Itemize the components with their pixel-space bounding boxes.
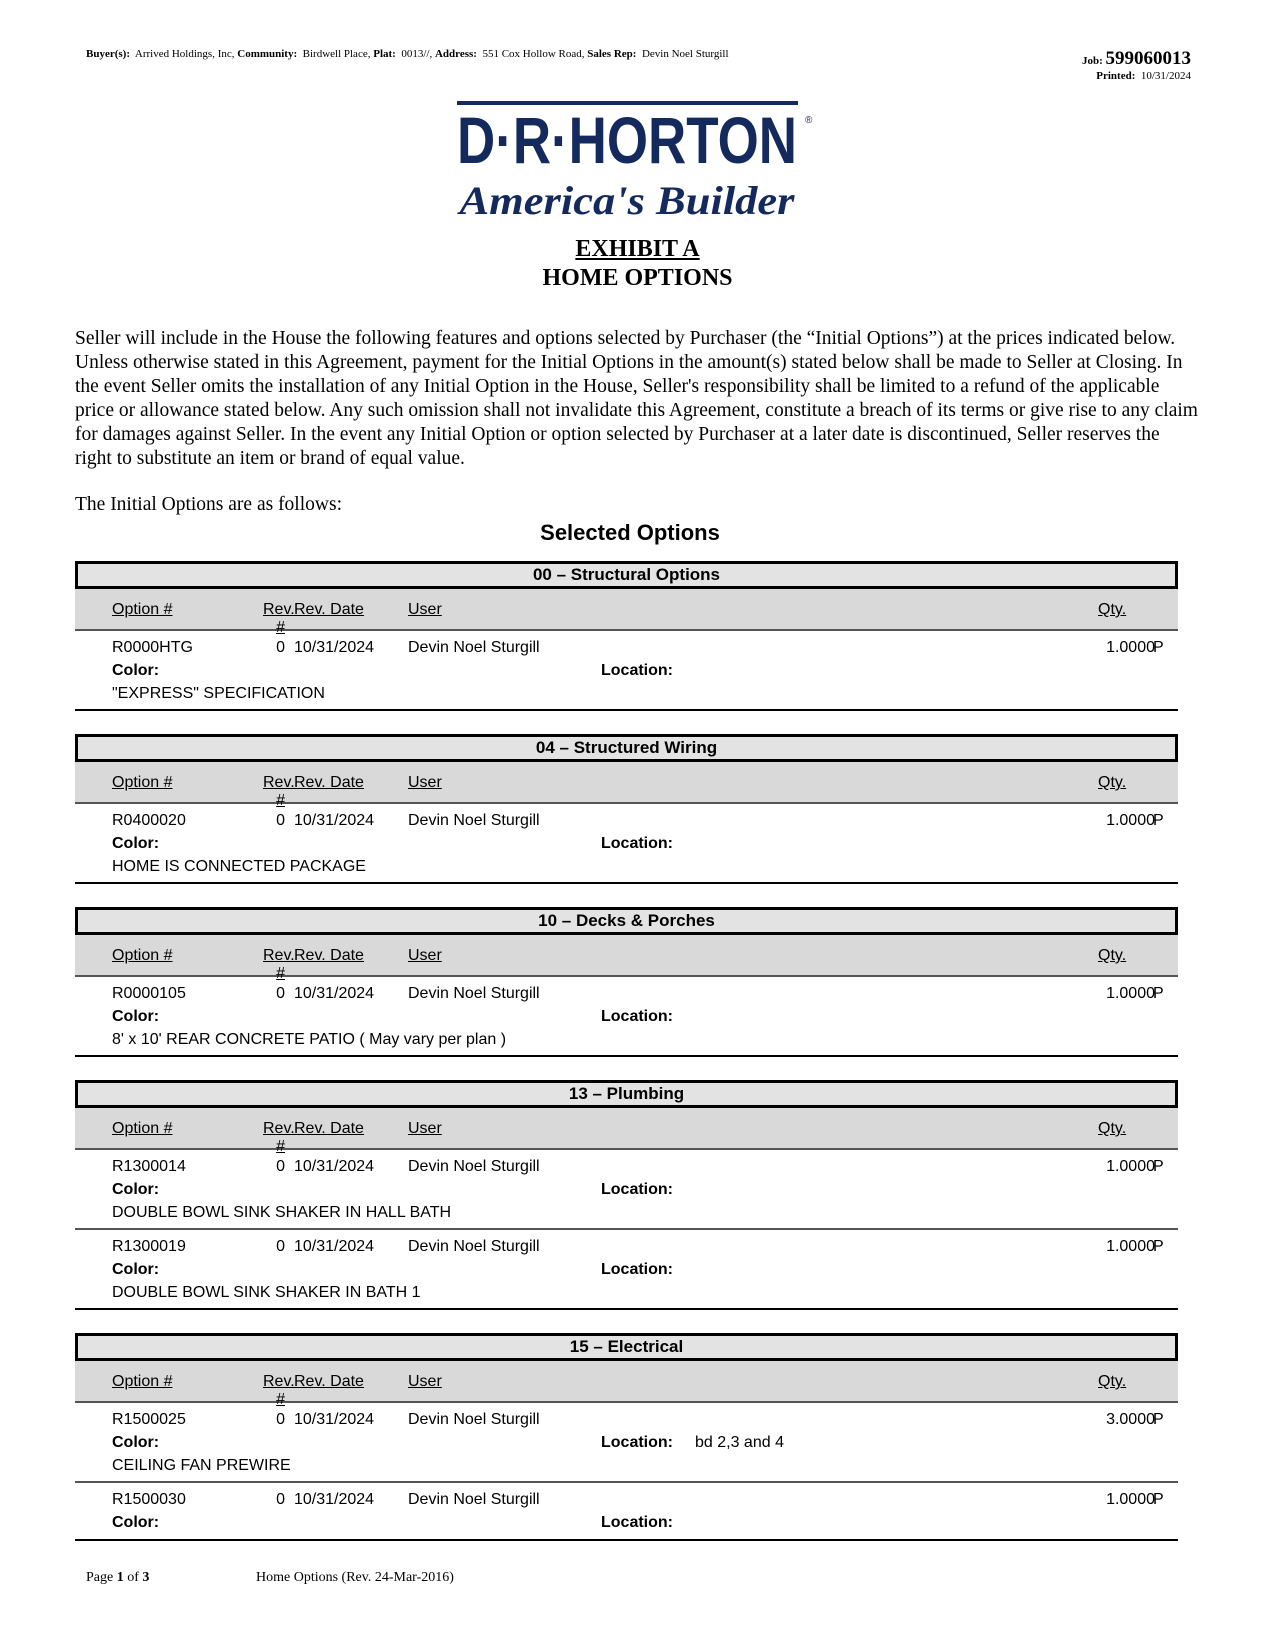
- color-label: Color:: [112, 1434, 160, 1451]
- column-header-rev: Rev. #: [263, 774, 295, 809]
- option-user: Devin Noel Sturgill: [408, 1238, 540, 1255]
- column-header-rev-date: Rev. Date: [294, 1373, 364, 1390]
- registered-mark-icon: ®: [805, 115, 813, 126]
- buyer-value: Arrived Holdings, Inc,: [134, 48, 235, 60]
- exhibit-title: EXHIBIT A: [575, 236, 700, 262]
- option-section: [75, 561, 1178, 711]
- color-label: Color:: [112, 662, 160, 679]
- column-header-row: [75, 589, 1178, 636]
- option-description: DOUBLE BOWL SINK SHAKER IN BATH 1: [112, 1284, 421, 1301]
- column-header-user: User: [408, 1373, 442, 1390]
- option-number: R1500025: [112, 1411, 186, 1428]
- option-quantity: 1.0000: [1106, 1158, 1155, 1175]
- option-number: R1500030: [112, 1491, 186, 1508]
- option-quantity: 1.0000: [1106, 985, 1155, 1002]
- option-user: Devin Noel Sturgill: [408, 812, 540, 829]
- option-flag: P: [1153, 1158, 1164, 1175]
- section-title: 10 – Decks & Porches: [75, 907, 1178, 935]
- printed-line: [971, 70, 1191, 82]
- column-header-row: [75, 935, 1178, 982]
- option-row: [75, 1150, 1178, 1230]
- option-user: Devin Noel Sturgill: [408, 985, 540, 1002]
- option-row: [75, 977, 1178, 1057]
- column-header-option: Option #: [112, 947, 173, 964]
- revision-date: 10/31/2024: [294, 1238, 375, 1255]
- column-header-qty: Qty.: [1098, 774, 1127, 791]
- option-description: CEILING FAN PREWIRE: [112, 1457, 291, 1474]
- revision-number: 0: [276, 812, 285, 829]
- revision-date: 10/31/2024: [294, 1411, 375, 1428]
- column-header-rev-date: Rev. Date: [294, 947, 364, 964]
- option-flag: P: [1153, 1238, 1164, 1255]
- plat-label: Plat:: [373, 48, 396, 60]
- page-of-label: of: [127, 1570, 139, 1585]
- revision-date: 10/31/2024: [294, 639, 375, 656]
- printed-date: 10/31/2024: [1140, 70, 1191, 82]
- option-row: [75, 631, 1178, 711]
- location-label: Location:: [601, 1261, 673, 1278]
- option-row: [75, 804, 1178, 884]
- column-header-option: Option #: [112, 601, 173, 618]
- option-flag: P: [1153, 1491, 1164, 1508]
- option-description: HOME IS CONNECTED PACKAGE: [112, 858, 366, 875]
- option-quantity: 1.0000: [1106, 639, 1155, 656]
- option-section: [75, 907, 1178, 1057]
- option-number: R0000HTG: [112, 639, 193, 656]
- option-quantity: 1.0000: [1106, 1491, 1155, 1508]
- job-line: [971, 48, 1191, 70]
- location-label: Location:: [601, 1008, 673, 1025]
- dr-horton-logo: [455, 101, 835, 231]
- option-number: R1300014: [112, 1158, 186, 1175]
- option-section: [75, 734, 1178, 884]
- revision-date: 10/31/2024: [294, 1158, 375, 1175]
- column-header-user: User: [408, 601, 442, 618]
- color-label: Color:: [112, 1008, 160, 1025]
- option-section: [75, 1080, 1178, 1310]
- plat-value: 0013//,: [401, 48, 433, 60]
- logo-wordmark: D·R·HORTON: [457, 103, 797, 177]
- job-label: Job:: [1081, 55, 1103, 67]
- section-title: 04 – Structured Wiring: [75, 734, 1178, 762]
- revision-number: 0: [276, 1158, 285, 1175]
- options-list: [75, 561, 1178, 1564]
- column-header-user: User: [408, 774, 442, 791]
- intro-lead: The Initial Options are as follows:: [75, 494, 342, 515]
- column-header-qty: Qty.: [1098, 1373, 1127, 1390]
- selected-options-title: Selected Options: [540, 520, 720, 545]
- column-header-option: Option #: [112, 1120, 173, 1137]
- color-label: Color:: [112, 835, 160, 852]
- job-info: [971, 48, 1191, 82]
- column-header-rev: Rev. #: [263, 947, 295, 982]
- buyer-label: Buyer(s):: [86, 48, 130, 60]
- column-header-user: User: [408, 947, 442, 964]
- section-title: 00 – Structural Options: [75, 561, 1178, 589]
- revision-date: 10/31/2024: [294, 812, 375, 829]
- address-label: Address:: [434, 48, 477, 60]
- sales-rep-value: Devin Noel Sturgill: [641, 48, 729, 60]
- column-header-qty: Qty.: [1098, 1120, 1127, 1137]
- logo-tagline: America's Builder: [456, 178, 795, 223]
- option-section: [75, 1333, 1178, 1541]
- location-label: Location:: [601, 1181, 673, 1198]
- form-revision: Home Options (Rev. 24-Mar-2016): [256, 1570, 454, 1585]
- color-label: Color:: [112, 1261, 160, 1278]
- option-quantity: 1.0000: [1106, 812, 1155, 829]
- option-description: 8' x 10' REAR CONCRETE PATIO ( May vary per plan ): [112, 1031, 507, 1048]
- community-label: Community:: [237, 48, 298, 60]
- option-flag: P: [1153, 812, 1164, 829]
- revision-date: 10/31/2024: [294, 1491, 375, 1508]
- revision-number: 0: [276, 1411, 285, 1428]
- option-user: Devin Noel Sturgill: [408, 1491, 540, 1508]
- job-number: 599060013: [1105, 48, 1191, 69]
- option-user: Devin Noel Sturgill: [408, 1158, 540, 1175]
- option-number: R0000105: [112, 985, 186, 1002]
- color-label: Color:: [112, 1181, 160, 1198]
- page-label: Page: [86, 1570, 114, 1585]
- location-label: Location:: [601, 835, 673, 852]
- exhibit-subtitle: HOME OPTIONS: [542, 265, 733, 291]
- buyer-info-line: [86, 47, 886, 61]
- sales-rep-label: Sales Rep:: [587, 48, 637, 60]
- column-header-rev-date: Rev. Date: [294, 601, 364, 618]
- column-header-rev-date: Rev. Date: [294, 774, 364, 791]
- column-header-row: [75, 1361, 1178, 1408]
- revision-number: 0: [276, 639, 285, 656]
- option-description: DOUBLE BOWL SINK SHAKER IN HALL BATH: [112, 1204, 452, 1221]
- option-number: R0400020: [112, 812, 186, 829]
- option-number: R1300019: [112, 1238, 186, 1255]
- column-header-option: Option #: [112, 774, 173, 791]
- page-footer: [86, 1570, 149, 1586]
- option-row: [75, 1230, 1178, 1310]
- column-header-rev: Rev. #: [263, 601, 295, 636]
- page-number: 1: [116, 1570, 124, 1585]
- option-flag: P: [1153, 1411, 1164, 1428]
- location-value: bd 2,3 and 4: [695, 1434, 784, 1451]
- column-header-row: [75, 1108, 1178, 1155]
- column-header-user: User: [408, 1120, 442, 1137]
- option-user: Devin Noel Sturgill: [408, 1411, 540, 1428]
- column-header-rev-date: Rev. Date: [294, 1120, 364, 1137]
- option-row: [75, 1403, 1178, 1483]
- column-header-rev: Rev. #: [263, 1373, 295, 1408]
- section-title: 13 – Plumbing: [75, 1080, 1178, 1108]
- intro-paragraph: Seller will include in the House the following features and options selected by Purchaser (the “Initial Options”) at the prices indicated below. Unless otherwise stated in this Agreement, payment for the Initial Options in the amount(s) stated below shall be made to Seller at Closing. In the event Seller omits the installation of any Initial Option in the House, Seller's responsibility shall be limited to a refund of the applicable price or allowance stated below. Any such omission shall not invalidate this Agreement, constitute a breach of its terms or give rise to any claim for damages against Seller. In the event any Initial Option or option selected by Purchaser at a later date is discontinued, Seller reserves the right to substitute an item or brand of equal value.: [75, 328, 1198, 469]
- column-header-qty: Qty.: [1098, 601, 1127, 618]
- option-user: Devin Noel Sturgill: [408, 639, 540, 656]
- location-label: Location:: [601, 1514, 673, 1531]
- option-row: [75, 1483, 1178, 1541]
- community-value: Birdwell Place,: [302, 48, 371, 60]
- location-label: Location:: [601, 1434, 673, 1451]
- printed-label: Printed:: [1096, 70, 1136, 82]
- column-header-row: [75, 762, 1178, 809]
- revision-number: 0: [276, 1238, 285, 1255]
- revision-date: 10/31/2024: [294, 985, 375, 1002]
- location-label: Location:: [601, 662, 673, 679]
- column-header-qty: Qty.: [1098, 947, 1127, 964]
- option-flag: P: [1153, 985, 1164, 1002]
- section-title: 15 – Electrical: [75, 1333, 1178, 1361]
- revision-number: 0: [276, 1491, 285, 1508]
- color-label: Color:: [112, 1514, 160, 1531]
- page-total: 3: [142, 1570, 150, 1585]
- revision-number: 0: [276, 985, 285, 1002]
- option-description: "EXPRESS" SPECIFICATION: [112, 685, 325, 702]
- column-header-rev: Rev. #: [263, 1120, 295, 1155]
- option-flag: P: [1153, 639, 1164, 656]
- option-quantity: 1.0000: [1106, 1238, 1155, 1255]
- address-value: 551 Cox Hollow Road,: [482, 48, 585, 60]
- column-header-option: Option #: [112, 1373, 173, 1390]
- option-quantity: 3.0000: [1106, 1411, 1155, 1428]
